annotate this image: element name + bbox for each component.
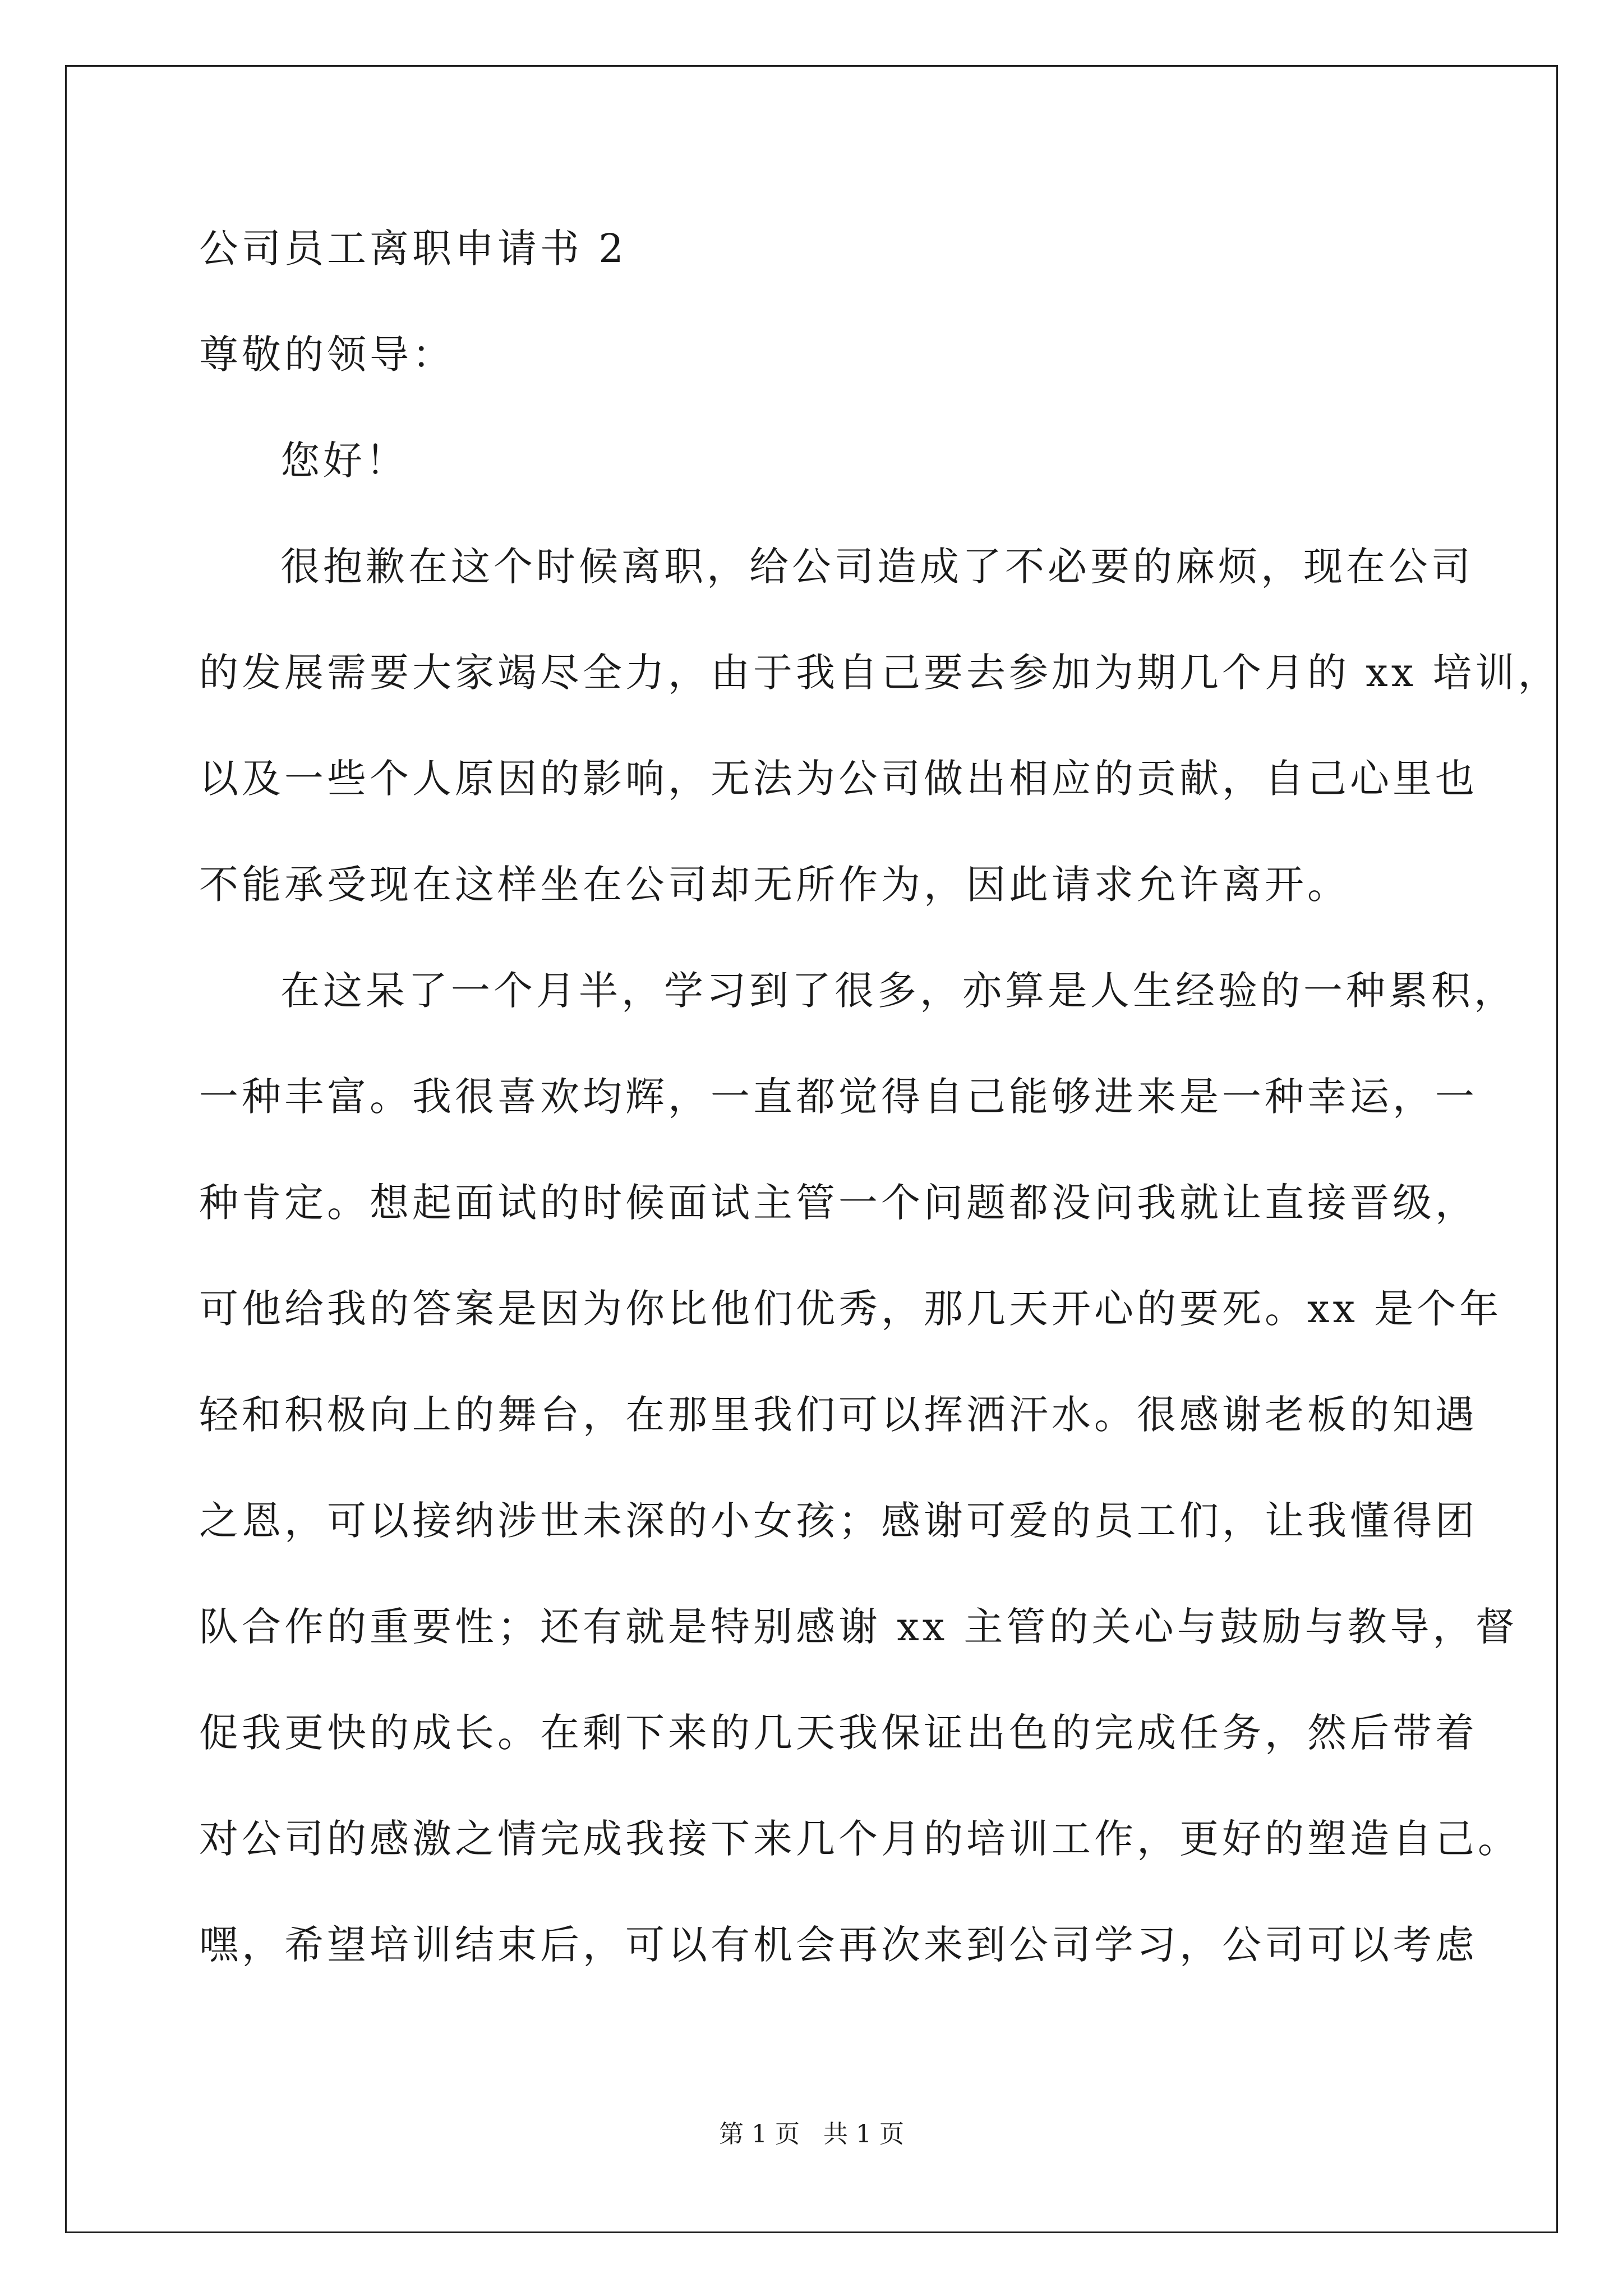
page-total: 共 1 页 xyxy=(823,2120,904,2148)
paragraph-line: 之恩，可以接纳涉世未深的小女孩；感谢可爱的员工们，让我懂得团 xyxy=(199,1498,1478,1544)
paragraph-line: 一种丰富。我很喜欢均辉，一直都觉得自己能够进来是一种幸运，一 xyxy=(199,1074,1478,1120)
paragraph-line: 很抱歉在这个时候离职，给公司造成了不必要的麻烦，现在公司 xyxy=(280,544,1474,590)
salutation: 尊敬的领导： xyxy=(199,332,455,378)
page-number: 第 1 页 xyxy=(719,2120,800,2148)
paragraph-line: 不能承受现在这样坐在公司却无所作为，因此请求允许离开。 xyxy=(199,862,1350,908)
greeting: 您好！ xyxy=(280,438,408,484)
paragraph-line: 可他给我的答案是因为你比他们优秀，那几天开心的要死。xx 是个年 xyxy=(199,1286,1502,1332)
paragraph-line: 轻和积极向上的舞台，在那里我们可以挥洒汗水。很感谢老板的知遇 xyxy=(199,1392,1478,1438)
page-footer xyxy=(0,2114,1623,2150)
page-border xyxy=(65,65,1561,2233)
paragraph-line: 以及一些个人原因的影响，无法为公司做出相应的贡献，自己心里也 xyxy=(199,756,1478,802)
paragraph-line: 嘿，希望培训结束后，可以有机会再次来到公司学习，公司可以考虑 xyxy=(199,1922,1478,1968)
paragraph-line: 促我更快的成长。在剩下来的几天我保证出色的完成任务，然后带着 xyxy=(199,1710,1478,1756)
paragraph-line: 种肯定。想起面试的时候面试主管一个问题都没问我就让直接晋级， xyxy=(199,1180,1478,1226)
paragraph-line: 对公司的感激之情完成我接下来几个月的培训工作，更好的塑造自己。 xyxy=(199,1816,1520,1862)
paragraph-line: 的发展需要大家竭尽全力，由于我自己要去参加为期几个月的 xx 培训， xyxy=(199,650,1561,696)
document-title: 公司员工离职申请书 2 xyxy=(199,226,627,272)
paragraph-line: 在这呆了一个月半，学习到了很多，亦算是人生经验的一种累积， xyxy=(280,968,1516,1014)
paragraph-line: 队合作的重要性；还有就是特别感谢 xx 主管的关心与鼓励与教导，督 xyxy=(199,1604,1518,1650)
